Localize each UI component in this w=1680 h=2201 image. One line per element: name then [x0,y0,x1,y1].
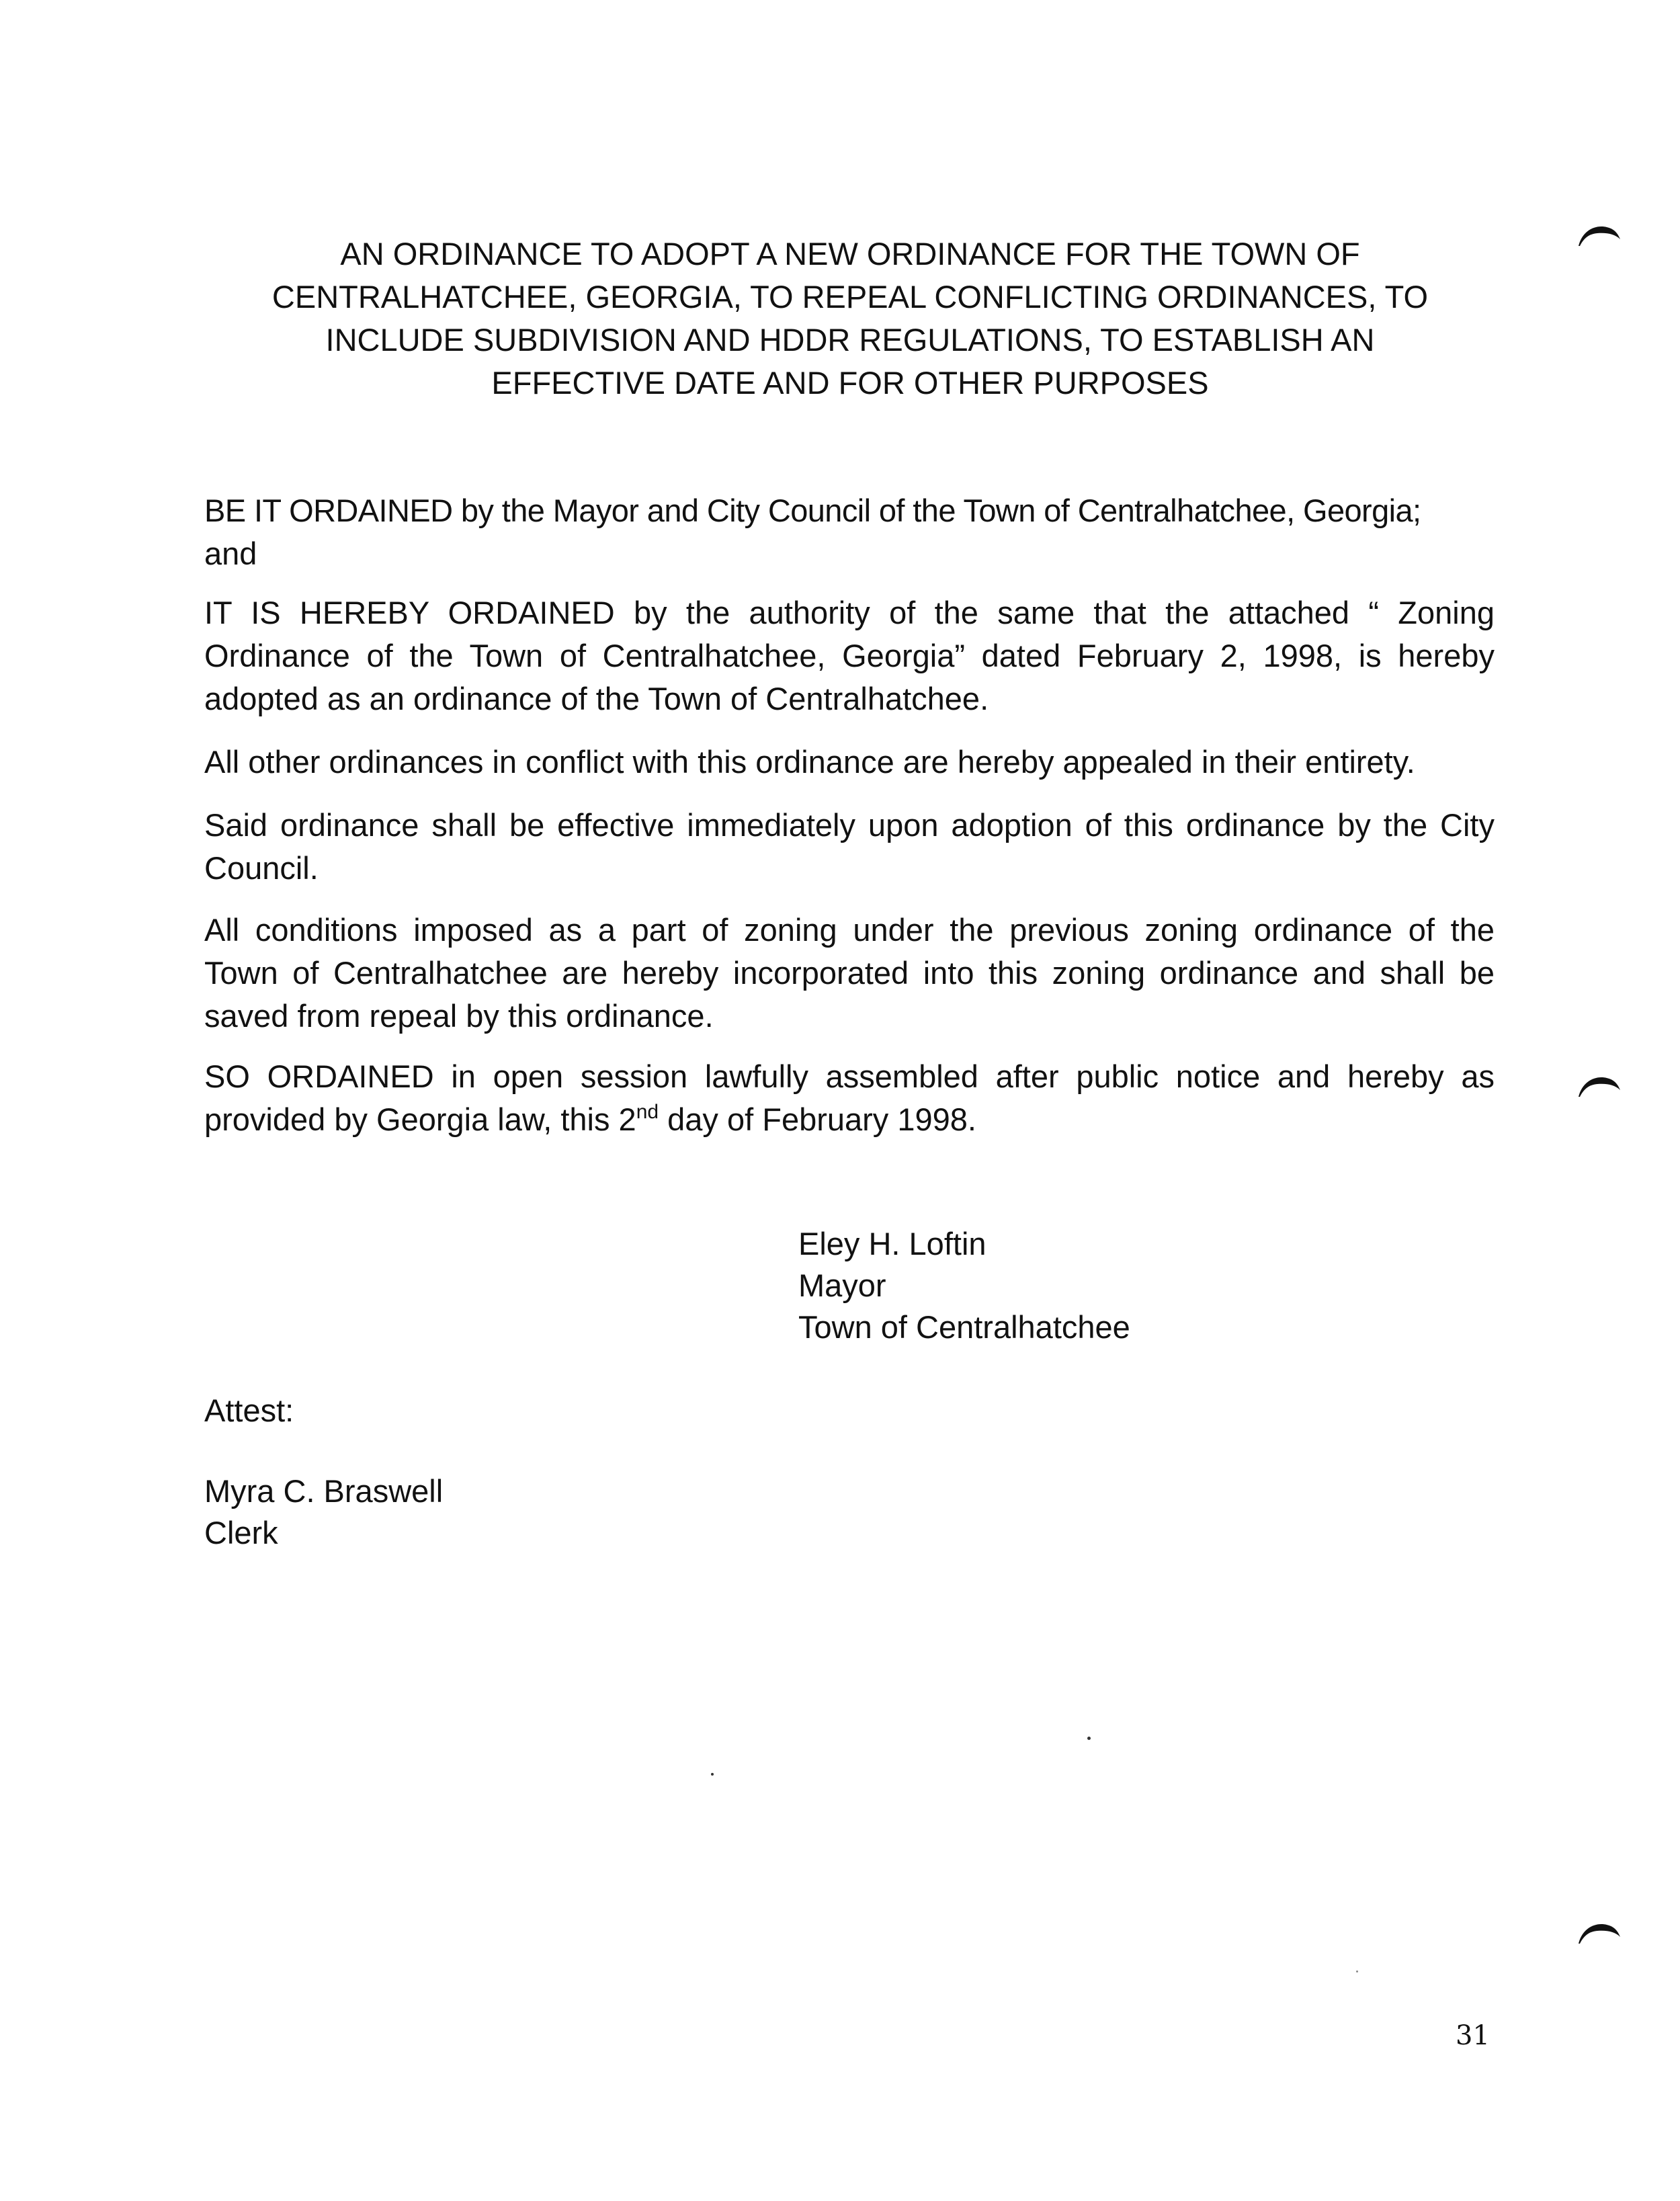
paragraph-line: Town of Centralhatchee are hereby incorporated into this zoning ordinance and shall be [204,955,1495,991]
title-line: EFFECTIVE DATE AND FOR OTHER PURPOSES [491,365,1209,401]
date-text-after: day of February 1998. [659,1102,976,1137]
mayor-organization: Town of Centralhatchee [798,1309,1130,1345]
mayor-name: Eley H. Loftin [798,1226,986,1261]
clerk-title: Clerk [204,1515,278,1550]
paragraph-line: BE IT ORDAINED by the Mayor and City Council of the Town of Centralhatchee, Georgia; [204,493,1421,528]
date-text-before: provided by Georgia law, this 2 [204,1102,636,1137]
paragraph-be-it-ordained [204,489,1495,575]
title-line: INCLUDE SUBDIVISION AND HDDR REGULATIONS, TO ESTABLISH AN [325,322,1375,358]
paragraph-line: All conditions imposed as a part of zoning under the previous zoning ordinance of the [204,912,1495,948]
binder-hole-mark [1576,1073,1623,1099]
clerk-signature-block [204,1470,443,1554]
paragraph-hereby-ordained [204,591,1495,720]
paragraph-conditions [204,909,1495,1038]
mayor-signature-block [798,1223,1130,1348]
paragraph-line: and [204,536,257,571]
paragraph-line: adopted as an ordinance of the Town of Centralhatchee. [204,681,989,716]
attest-label: Attest: [204,1393,294,1428]
page-number: 31 [1456,2020,1490,2051]
clerk-name: Myra C. Braswell [204,1473,444,1509]
ordinal-suffix: nd [636,1101,659,1123]
title-line: CENTRALHATCHEE, GEORGIA, TO REPEAL CONFLICTING ORDINANCES, TO [271,279,1429,315]
attest-label-block [204,1390,294,1431]
paragraph-so-ordained [204,1055,1495,1141]
paragraph-line: saved from repeal by this ordinance. [204,998,714,1034]
scan-speck [1087,1737,1091,1740]
scan-speck [1356,1970,1358,1972]
paragraph-line: Said ordinance shall be effective immediately upon adoption of this ordinance by the City [204,807,1495,843]
paragraph-line: All other ordinances in conflict with this ordinance are hereby appealed in their entirety. [204,744,1415,780]
document-title [228,233,1472,405]
paragraph-conflicting-ordinances [204,741,1495,784]
binder-hole-mark [1576,1919,1623,1946]
paragraph-line: SO ORDAINED in open session lawfully assembled after public notice and hereby as [204,1058,1495,1094]
scan-speck [711,1773,714,1776]
paragraph-effective-date [204,804,1495,890]
paragraph-line: Council. [204,850,319,886]
paragraph-line [204,1098,1495,1141]
mayor-title: Mayor [798,1268,886,1303]
binder-hole-mark [1576,222,1623,249]
paragraph-line: IT IS HEREBY ORDAINED by the authority of the same that the attached “ Zoning [204,595,1495,630]
title-line: AN ORDINANCE TO ADOPT A NEW ORDINANCE FOR THE TOWN OF [340,236,1360,272]
paragraph-line: Ordinance of the Town of Centralhatchee, Georgia” dated February 2, 1998, is hereby [204,638,1495,673]
